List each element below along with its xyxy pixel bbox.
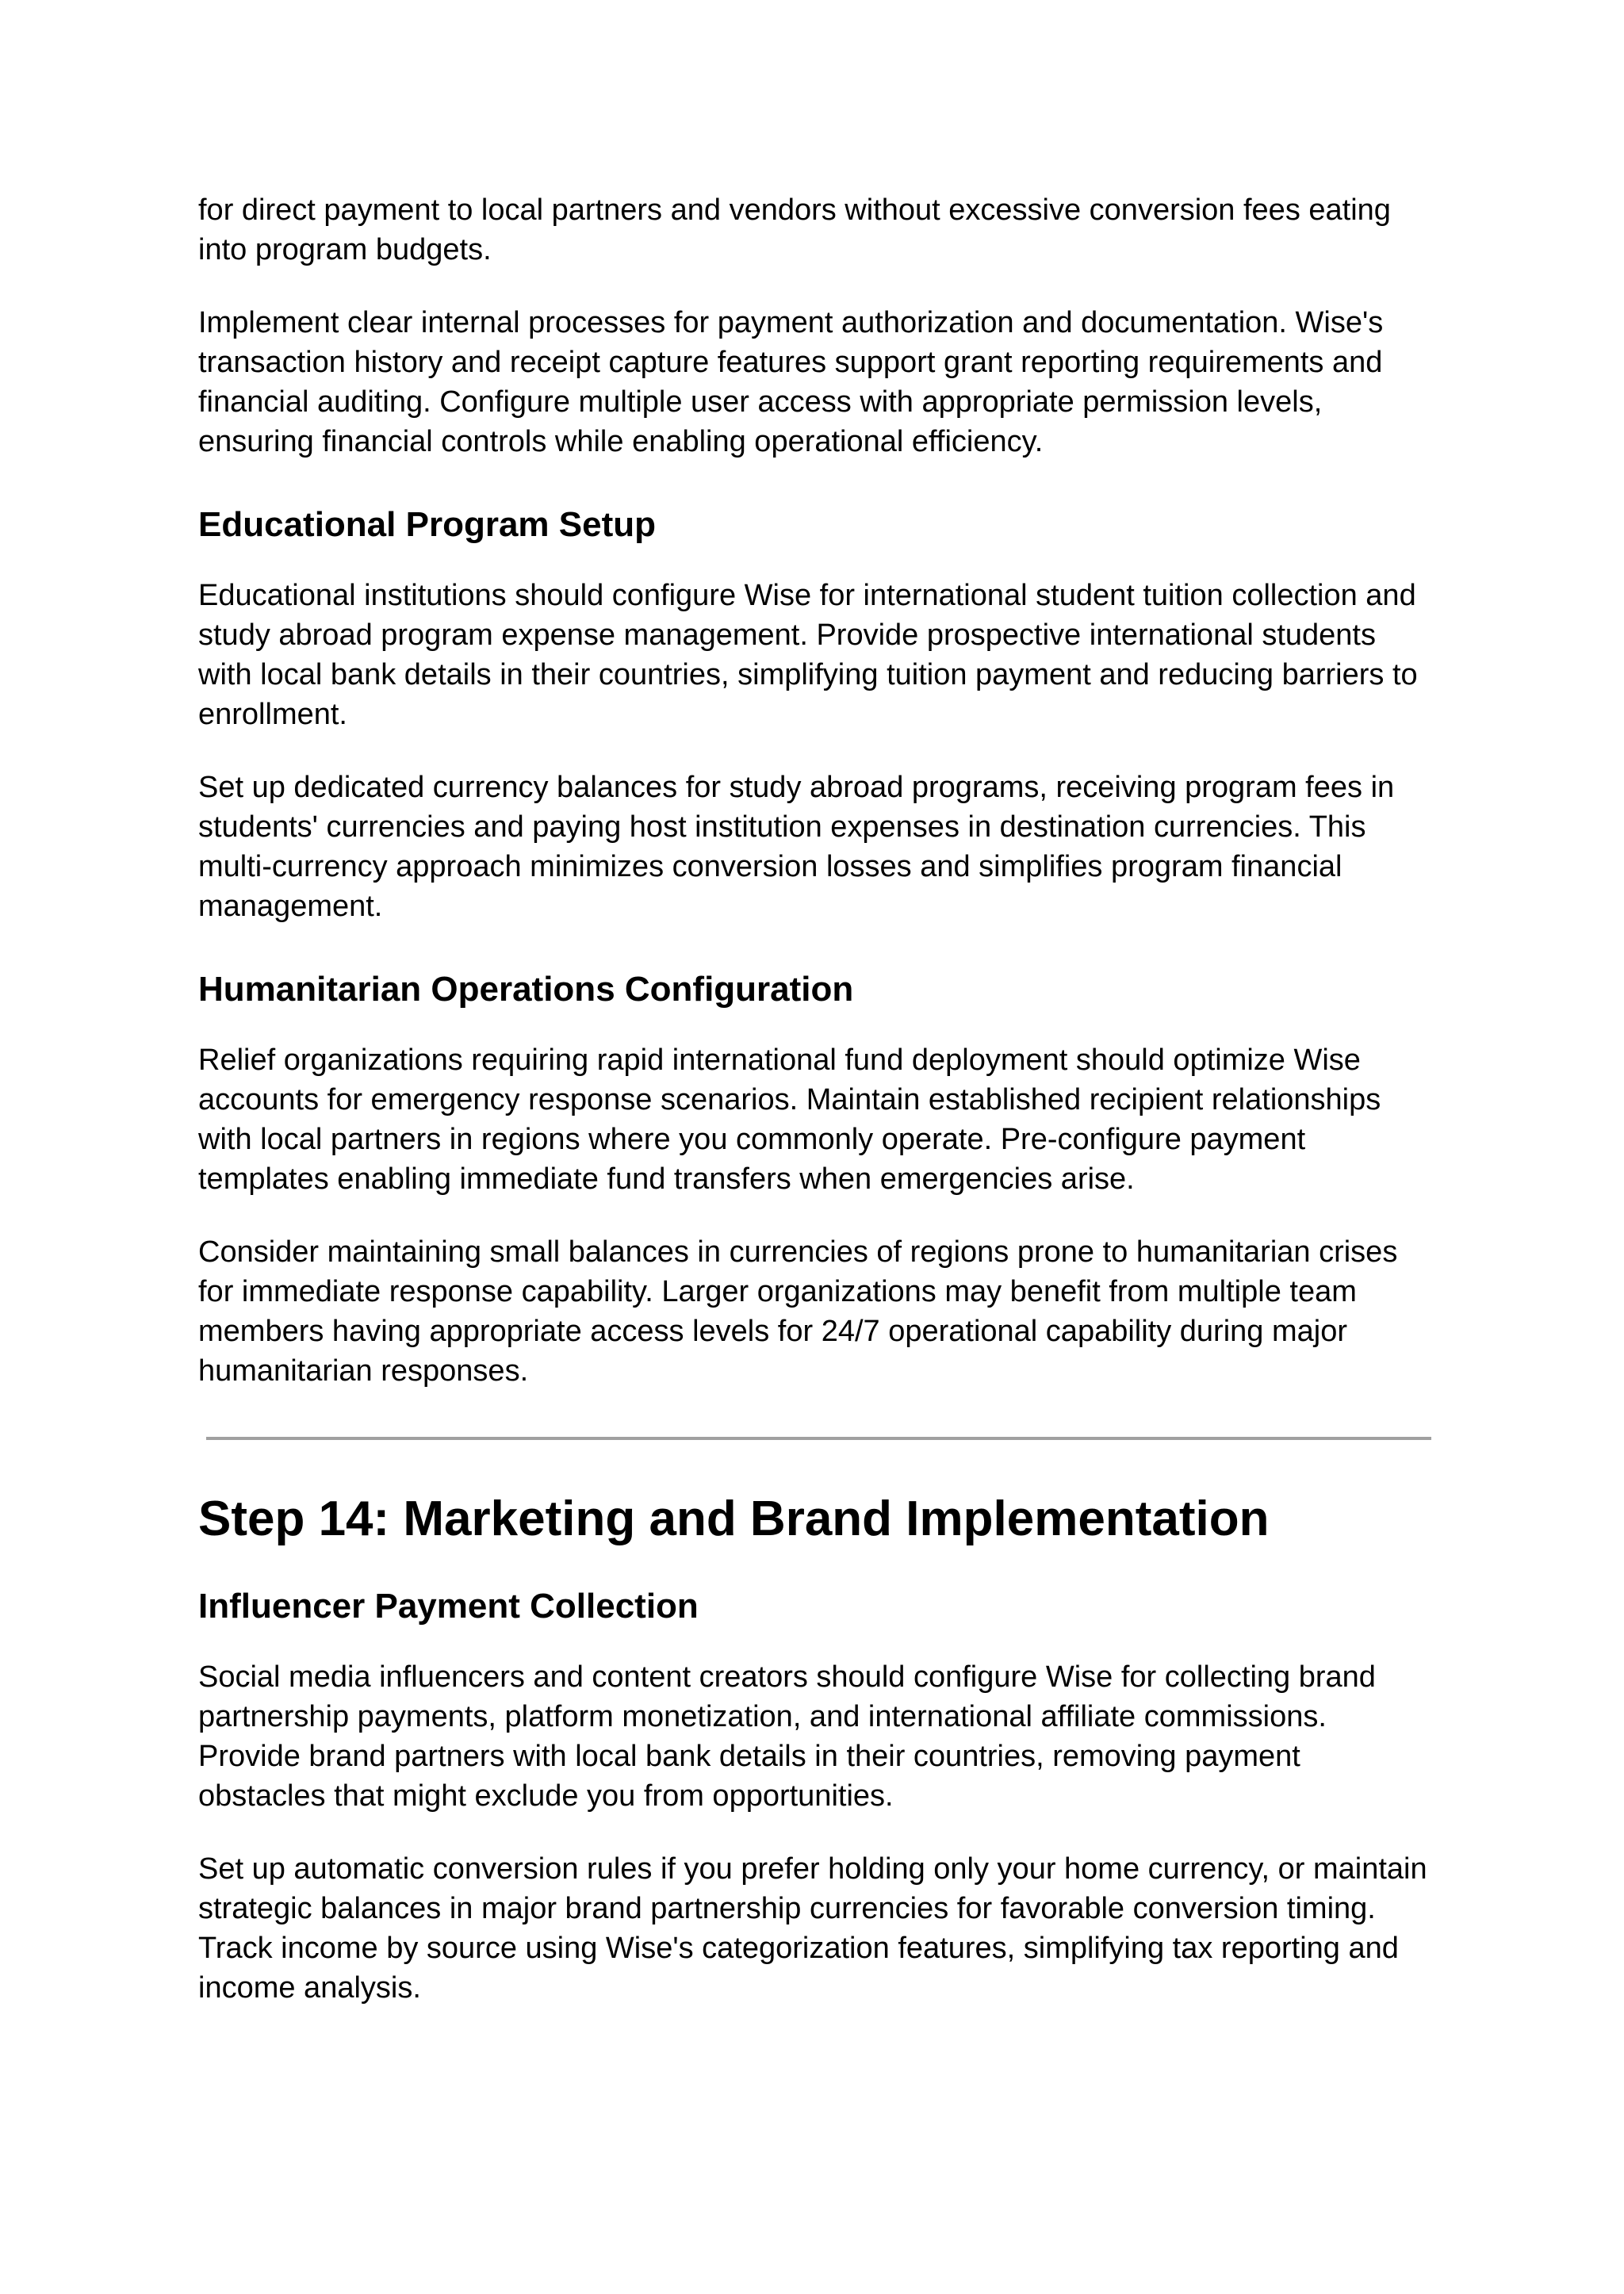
humanitarian-paragraph-1: Relief organizations requiring rapid international fund deployment should optimize Wise accounts for emergency response scenarios. Maintain established recipient relationships with local partners in regions where you commonly operate. Pre-configure payment templates enabling immediate fund transfers when emergencies arise.: [198, 1044, 1381, 1196]
section-heading-influencer: Influencer Payment Collection: [198, 1587, 699, 1626]
influencer-paragraph-1: Social media influencers and content creators should configure Wise for collecting brand partnership payments, platform monetization, and international affiliate commissions. Provide brand partners with local bank details in their countries, removing payment obstacles that might exclude you from opportunities.: [198, 1660, 1376, 1813]
influencer-paragraph-2: Set up automatic conversion rules if you prefer holding only your home currency, or maintain strategic balances in major brand partnership currencies for favorable conversion timing. Track income by source using Wise's categorization features, simplifying tax reporting and income analysis.: [198, 1852, 1427, 2005]
intro-paragraph-2: Implement clear internal processes for payment authorization and documentation. Wise's transaction history and receipt capture features support grant reporting requirements and financial auditing. Configure multiple user access with appropriate permission levels, ensuring financial controls while enabling operational efficiency.: [198, 306, 1384, 458]
document-page: [198, 190, 1435, 2041]
educational-paragraph-2: Set up dedicated currency balances for study abroad programs, receiving program fees in students' currencies and paying host institution expenses in destination currencies. This multi-currency approach minimizes conversion losses and simplifies program financial management.: [198, 771, 1395, 923]
section-heading-educational: Educational Program Setup: [198, 505, 656, 544]
intro-paragraph-1: for direct payment to local partners and vendors without excessive conversion fees eating into program budgets.: [198, 193, 1391, 266]
step-14-title: Step 14: Marketing and Brand Implementation: [198, 1492, 1270, 1546]
section-heading-humanitarian: Humanitarian Operations Configuration: [198, 970, 854, 1009]
humanitarian-paragraph-2: Consider maintaining small balances in currencies of regions prone to humanitarian crises for immediate response capability. Larger organizations may benefit from multiple team members having appropriate access levels for 24/7 operational capability during major humanitarian responses.: [198, 1235, 1398, 1388]
educational-paragraph-1: Educational institutions should configure Wise for international student tuition collection and study abroad program expense management. Provide prospective international students with local bank details in their countries, simplifying tuition payment and reducing barriers to enrollment.: [198, 579, 1418, 731]
horizontal-divider: [206, 1437, 1431, 1440]
